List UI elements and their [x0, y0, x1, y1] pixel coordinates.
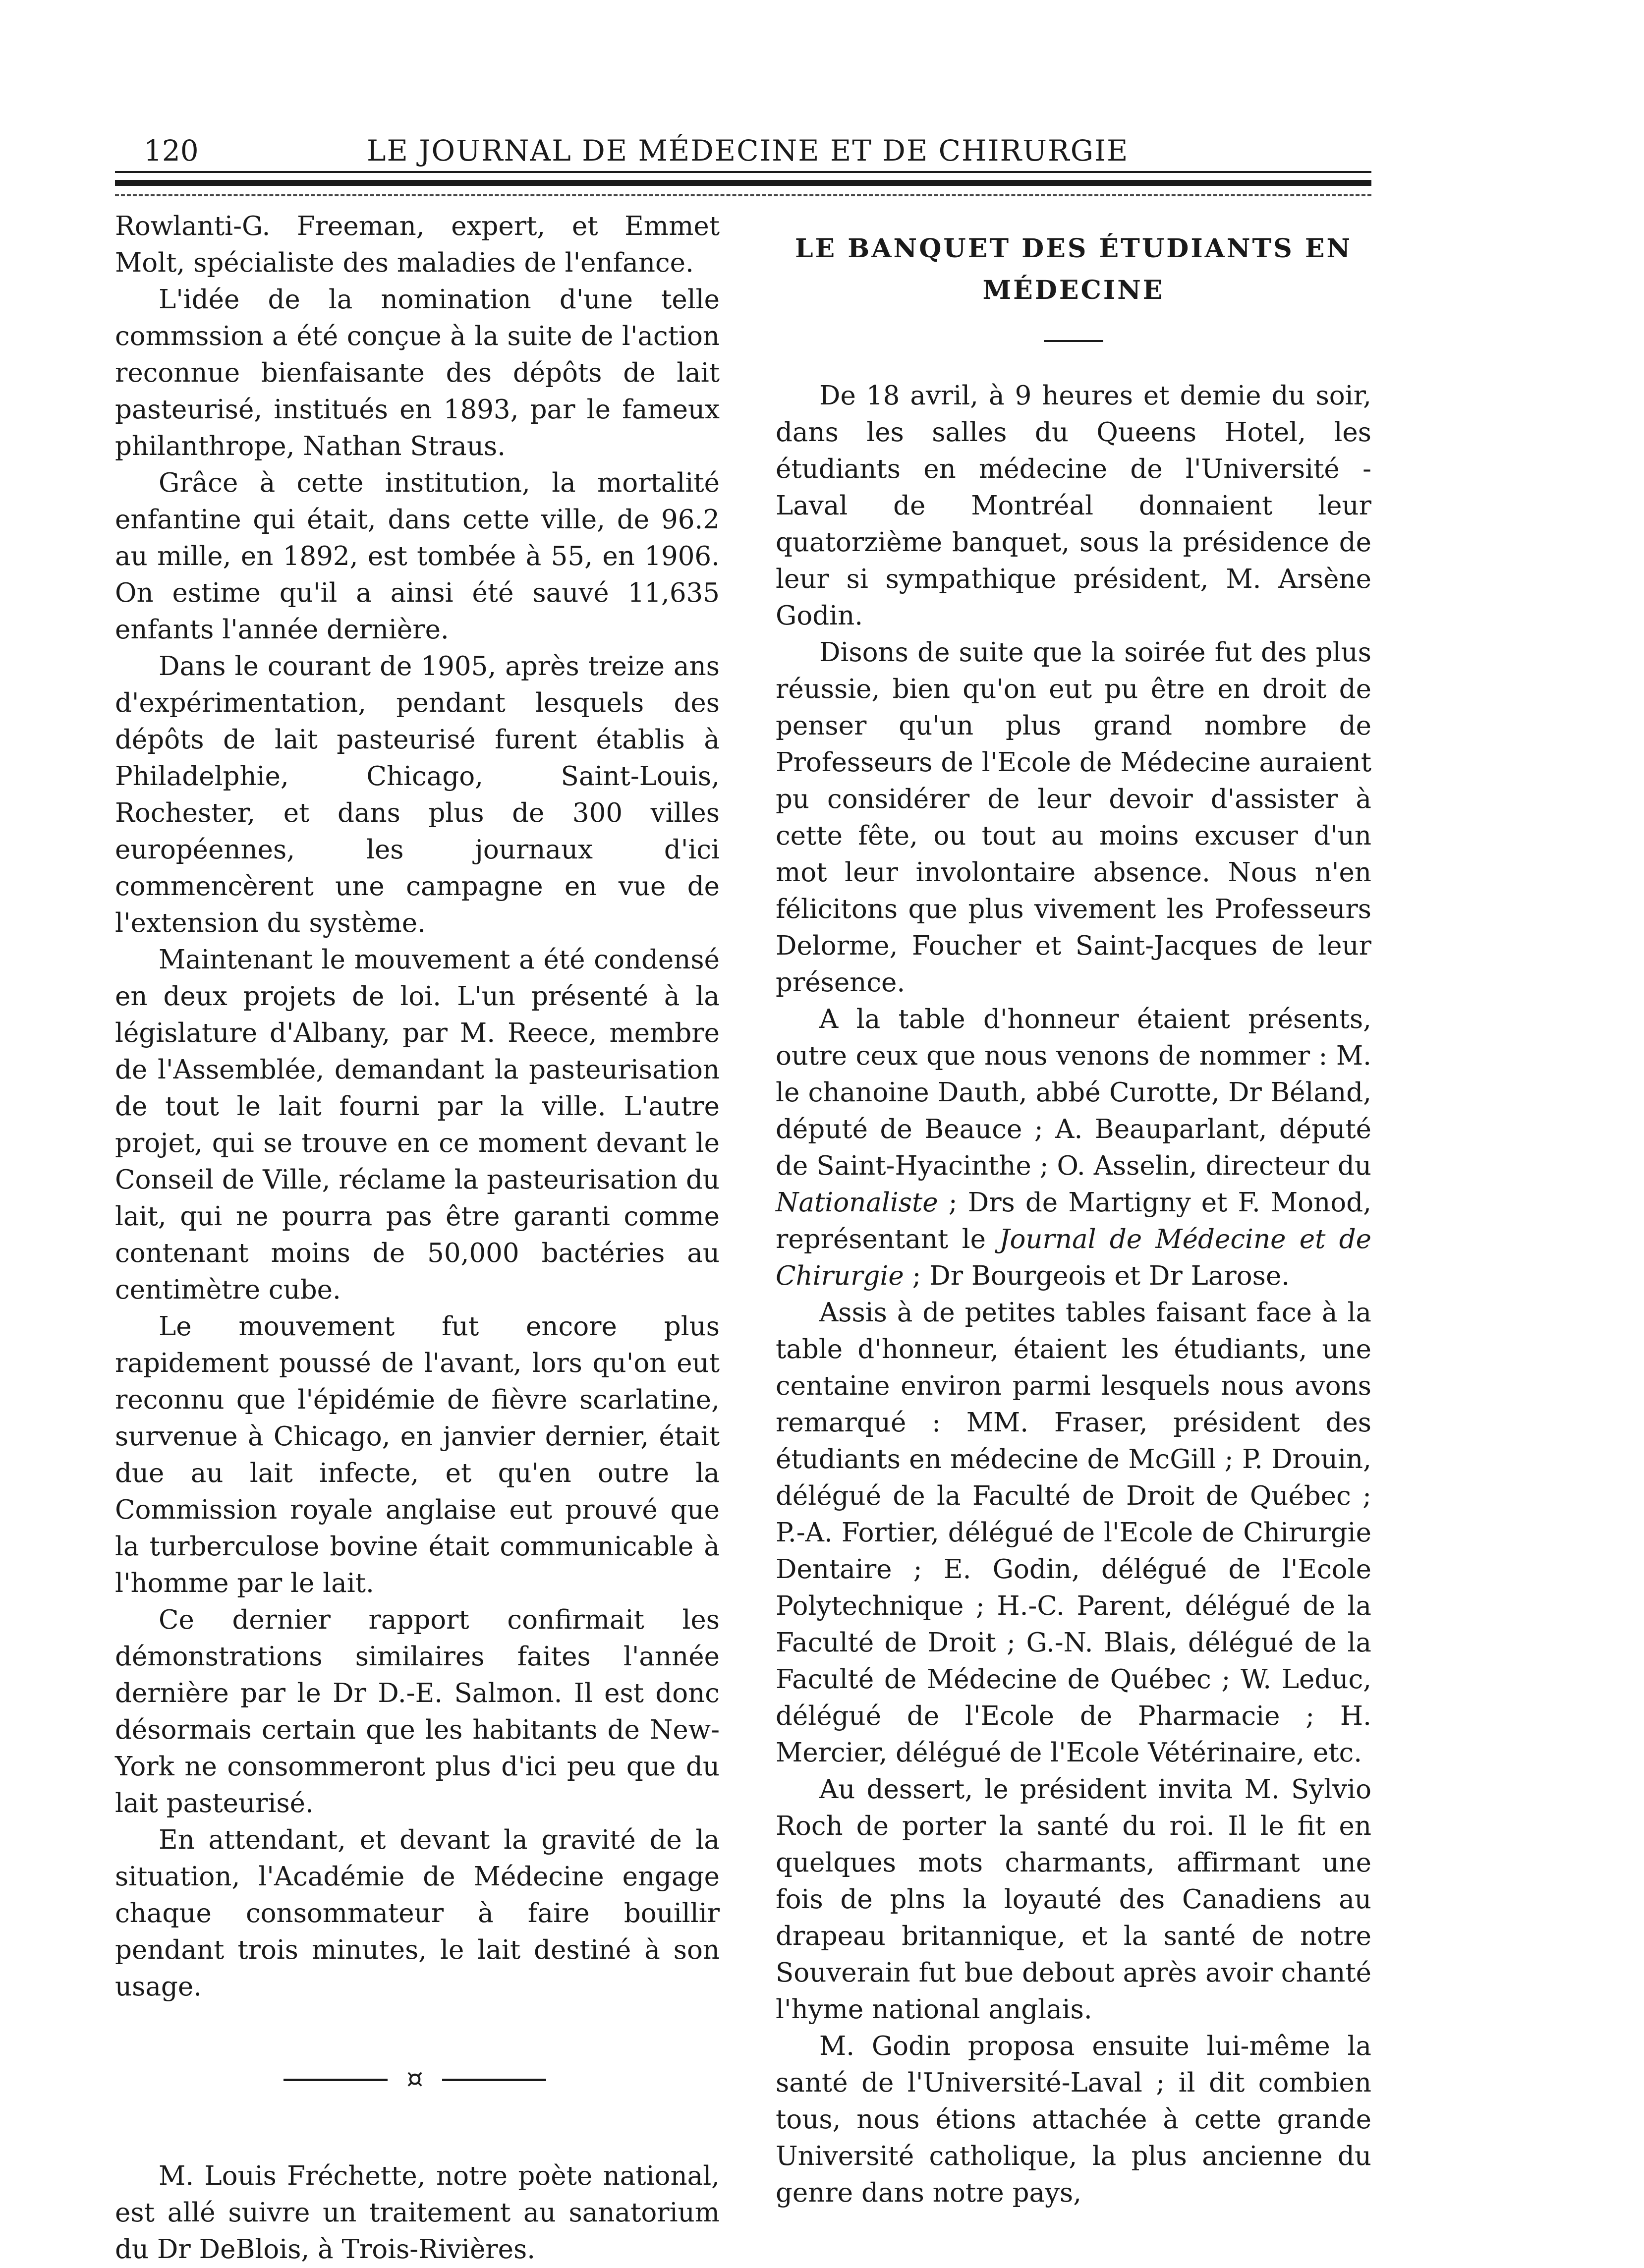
running-head: LE JOURNAL DE MÉDECINE ET DE CHIRURGIE: [367, 134, 1129, 168]
right-column: [776, 208, 1371, 2211]
italic-title: Nationaliste: [776, 1188, 938, 1218]
paragraph: Disons de suite que la soirée fut des plus réussie, bien qu'on eut pu être en droit de penser qu'un plus grand nombre de Professeurs de l'Ecole de Médecine auraient pu considérer de leur devoir d'assister à cette fête, ou tout au moins excuser d'un mot leur involontaire absence. Nous n'en félicitons que plus vivement les Professeurs Delorme, Foucher et Saint-Jacques de leur présence.: [776, 637, 1371, 998]
ornament-line-right: [442, 2079, 546, 2081]
section-ornament: [115, 2064, 720, 2094]
paragraph: De 18 avril, à 9 heures et demie du soir, dans les salles du Queens Hotel, les étudiants en médecine de l'Université - Laval de Montréal donnaient leur quatorzième banquet, sous la présidence de leur si sympathique président, M. Arsène Godin.: [776, 381, 1371, 631]
paragraph: Ce dernier rapport confirmait les démonstrations similaires faites l'année dernière par le Dr D.-E. Salmon. Il est donc désormais certain que les habitants de New-York ne consommeront plus d'ici peu que du lait pasteurisé.: [115, 1605, 720, 1818]
ornament-line-left: [283, 2079, 388, 2081]
paragraph: Dans le courant de 1905, après treize ans d'expérimentation, pendant lesquels des dépôts de lait pasteurisé furent établis à Philadelphie, Chicago, Saint-Louis, Rochester, et dans plus de 300 villes européennes, les journaux d'ici commencèrent une campagne en vue de l'extension du système.: [115, 651, 720, 938]
news-note: M. Louis Fréchette, notre poète national, est allé suivre un traitement au sanatorium du Dr DeBlois, à Trois-Rivières.: [115, 2161, 720, 2265]
text-run: ; Drs de Martigny et F. Monod, représentant le: [776, 1188, 1371, 1254]
paragraph: L'idée de la nomination d'une telle commssion a été conçue à la suite de l'action reconnue bienfaisante des dépôts de lait pasteurisé, institués en 1893, par le fameux philanthrope, Nathan Straus.: [115, 284, 720, 461]
header-rule-thin: [115, 171, 1371, 173]
article-title: [776, 228, 1371, 311]
page-number: 120: [144, 134, 199, 168]
ornament-glyph-icon: ¤: [406, 2063, 424, 2094]
paragraph: Maintenant le mouvement a été condensé en deux projets de loi. L'un présenté à la législature d'Albany, par M. Reece, membre de l'Assemblée, demandant la pasteurisation de tout le lait fourni par la ville. L'autre projet, qui se trouve en ce moment devant le Conseil de Ville, réclame la pasteurisation du lait, qui ne pourra pas être garanti comme contenant moins de 50,000 bactéries au centimètre cube.: [115, 945, 720, 1305]
italic-title: Journal de Médecine et de Chirurgie: [776, 1224, 1371, 1291]
paragraph: Grâce à cette institution, la mortalité enfantine qui était, dans cette ville, de 96.2 au mille, en 1892, est tombée à 55, en 1906. On estime qu'il a ainsi été sauvé 11,635 enfants l'année dernière.: [115, 468, 720, 645]
article-title-line: LE BANQUET DES ÉTUDIANTS EN: [794, 233, 1353, 264]
paragraph: Rowlanti-G. Freeman, expert, et Emmet Molt, spécialiste des maladies de l'enfance.: [115, 211, 720, 278]
text-run: ; Dr Bourgeois et Dr Larose.: [904, 1261, 1290, 1291]
header-rule-dashed: [115, 194, 1371, 196]
paragraph: Le mouvement fut encore plus rapidement poussé de l'avant, lors qu'on eut reconnu que l'épidémie de fièvre scarlatine, survenue à Chicago, en janvier dernier, était due au lait infecte, et qu'en outre la Commission royale anglaise eut prouvé que la turberculose bovine était communicable à l'homme par le lait.: [115, 1311, 720, 1598]
left-column: [115, 208, 720, 2268]
paragraph: Assis à de petites tables faisant face à la table d'honneur, étaient les étudiants, une centaine environ parmi lesquels nous avons remarqué : MM. Fraser, président des étudiants en médecine de McGill ; P. Drouin, délégué de la Faculté de Droit de Québec ; P.-A. Fortier, délégué de l'Ecole de Chirurgie Dentaire ; E. Godin, délégué de l'Ecole Polytechnique ; H.-C. Parent, délégué de la Faculté de Droit ; G.-N. Blais, délégué de la Faculté de Médecine de Québec ; W. Leduc, délégué de l'Ecole de Pharmacie ; H. Mercier, délégué de l'Ecole Vétérinaire, etc.: [776, 1298, 1371, 1768]
header-rule-thick: [115, 180, 1371, 186]
paragraph: [776, 1001, 1371, 1295]
paragraph: M. Godin proposa ensuite lui-même la santé de l'Université-Laval ; il dit combien tous, nous étions attachée à cette grande Université catholique, la plus ancienne du genre dans notre pays,: [776, 2031, 1371, 2208]
paragraph: Au dessert, le président invita M. Sylvio Roch de porter la santé du roi. Il le fit en quelques mots charmants, affirmant une fois de plns la loyauté des Canadiens au drapeau britannique, et la santé de notre Souverain fut bue debout après avoir chanté l'hyme national anglais.: [776, 1774, 1371, 2025]
title-rule: [1044, 340, 1103, 342]
paragraph: En attendant, et devant la gravité de la situation, l'Académie de Médecine engage chaque consommateur à faire bouillir pendant trois minutes, le lait destiné à son usage.: [115, 1825, 720, 2002]
article-title-line: MÉDECINE: [982, 275, 1165, 305]
text-run: A la table d'honneur étaient présents, outre ceux que nous venons de nommer : M. le chanoine Dauth, abbé Curotte, Dr Béland, député de Beauce ; A. Beauparlant, député de Saint-Hyacinthe ; O. Asselin, directeur du: [776, 1004, 1371, 1181]
